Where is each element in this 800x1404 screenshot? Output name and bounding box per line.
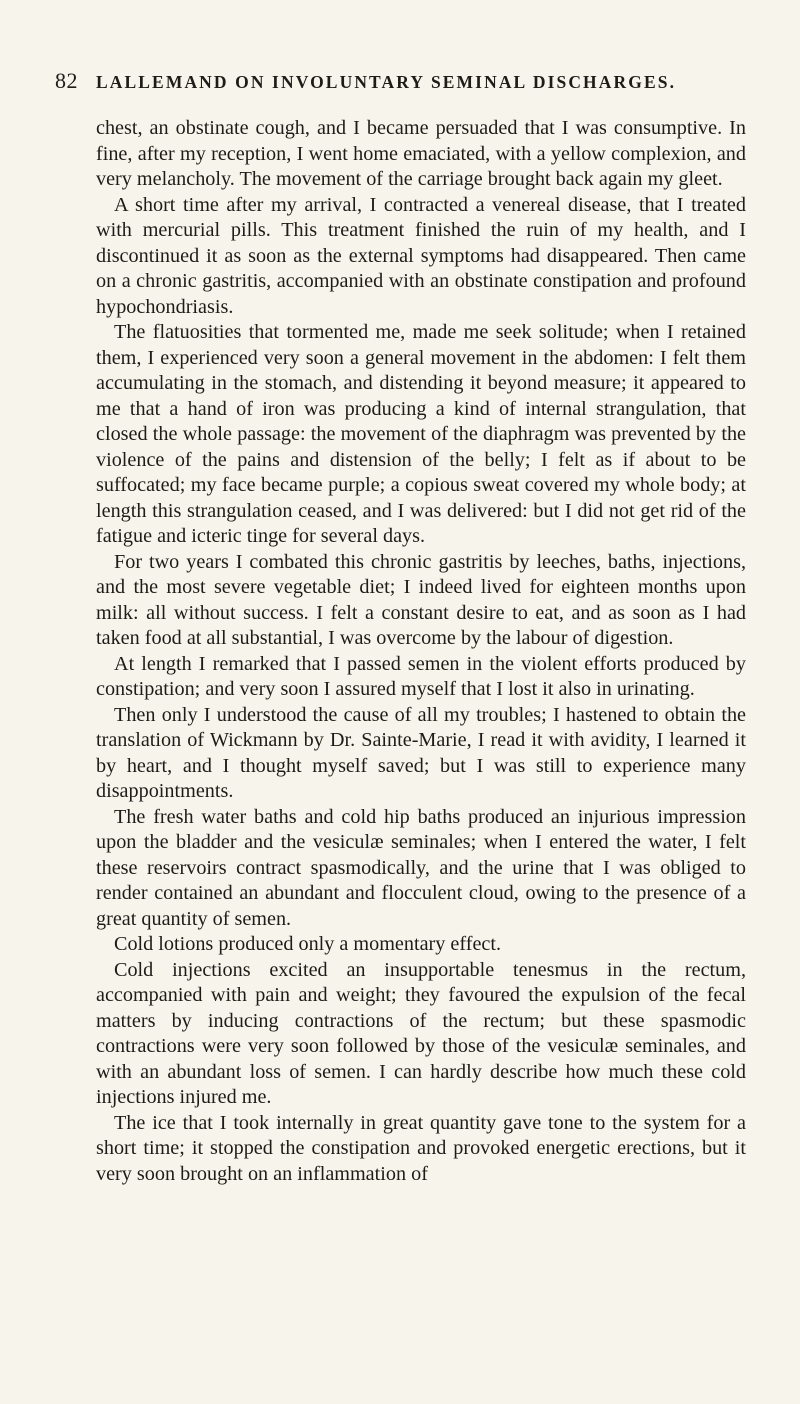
paragraph-2: A short time after my arrival, I contracted a venereal disease, that I treated with mercurial pills. This treatment finished the ruin of my health, and I discontinued it as soon as the external symptoms had disappeared. Then came on a chronic gastritis, accompanied with an obstinate constipation and profound hypochondriasis. — [96, 193, 746, 318]
paragraph-6: Then only I understood the cause of all my troubles; I hastened to obtain the translation of Wickmann by Dr. Sainte-Marie, I read it with avidity, I learned it by heart, and I thought myself saved; but I was still to experience many disappointments. — [96, 703, 746, 802]
paragraph-8: Cold lotions produced only a momentary effect. — [114, 933, 502, 955]
page-number: 82 — [55, 68, 78, 93]
paragraph-3: The flatuosities that tormented me, made me seek solitude; when I retained them, I experienced very soon a general movement in the abdomen: I felt them accumulating in the stomach, and distending it beyond measure; it appeared to me that a hand of iron was producing a kind of internal strangulation, that closed the whole passage: the movement of the diaphragm was prevented by the violence of the pains and distension of the belly; I felt as if about to be suffocated; my face became purple; a copious sweat covered my whole body; at length this strangulation ceased, and I was delivered: but I did not get rid of the fatigue and icteric tinge for several days. — [96, 321, 746, 547]
paragraph-4: For two years I combated this chronic gastritis by leeches, baths, injections, and the most severe vegetable diet; I indeed lived for eighteen months upon milk: all without success. I felt a constant desire to eat, and as soon as I had taken food at all substantial, I was overcome by the labour of digestion. — [96, 550, 746, 649]
running-head — [55, 68, 755, 102]
paragraph-9: Cold injections excited an insupportable tenesmus in the rectum, accompanied with pain and weight; they favoured the expulsion of the fecal matters by inducing contractions of the rectum; but these spasmodic contractions were very soon followed by those of the vesiculæ seminales, and with an abundant loss of semen. I can hardly describe how much these cold injections injured me. — [96, 958, 746, 1108]
paragraph-10: The ice that I took internally in great quantity gave tone to the system for a short time; it stopped the constipation and provoked energetic erections, but it very soon brought on an inflammation of — [96, 1111, 746, 1185]
paragraph-1: chest, an obstinate cough, and I became persuaded that I was consumptive. In fine, after my reception, I went home emaciated, with a yellow complexion, and very melancholy. The movement of the carriage brought back again my gleet. — [96, 117, 746, 190]
body-text — [96, 116, 746, 1187]
running-title: LALLEMAND ON INVOLUNTARY SEMINAL DISCHARGES. — [96, 72, 677, 92]
paragraph-7: The fresh water baths and cold hip baths produced an injurious impression upon the bladder and the vesiculæ seminales; when I entered the water, I felt these reservoirs contract spasmodically, and the urine that I was obliged to render contained an abundant and flocculent cloud, owing to the presence of a great quantity of semen. — [96, 805, 746, 930]
paragraph-5: At length I remarked that I passed semen in the violent efforts produced by constipation; and very soon I assured myself that I lost it also in urinating. — [96, 652, 746, 700]
